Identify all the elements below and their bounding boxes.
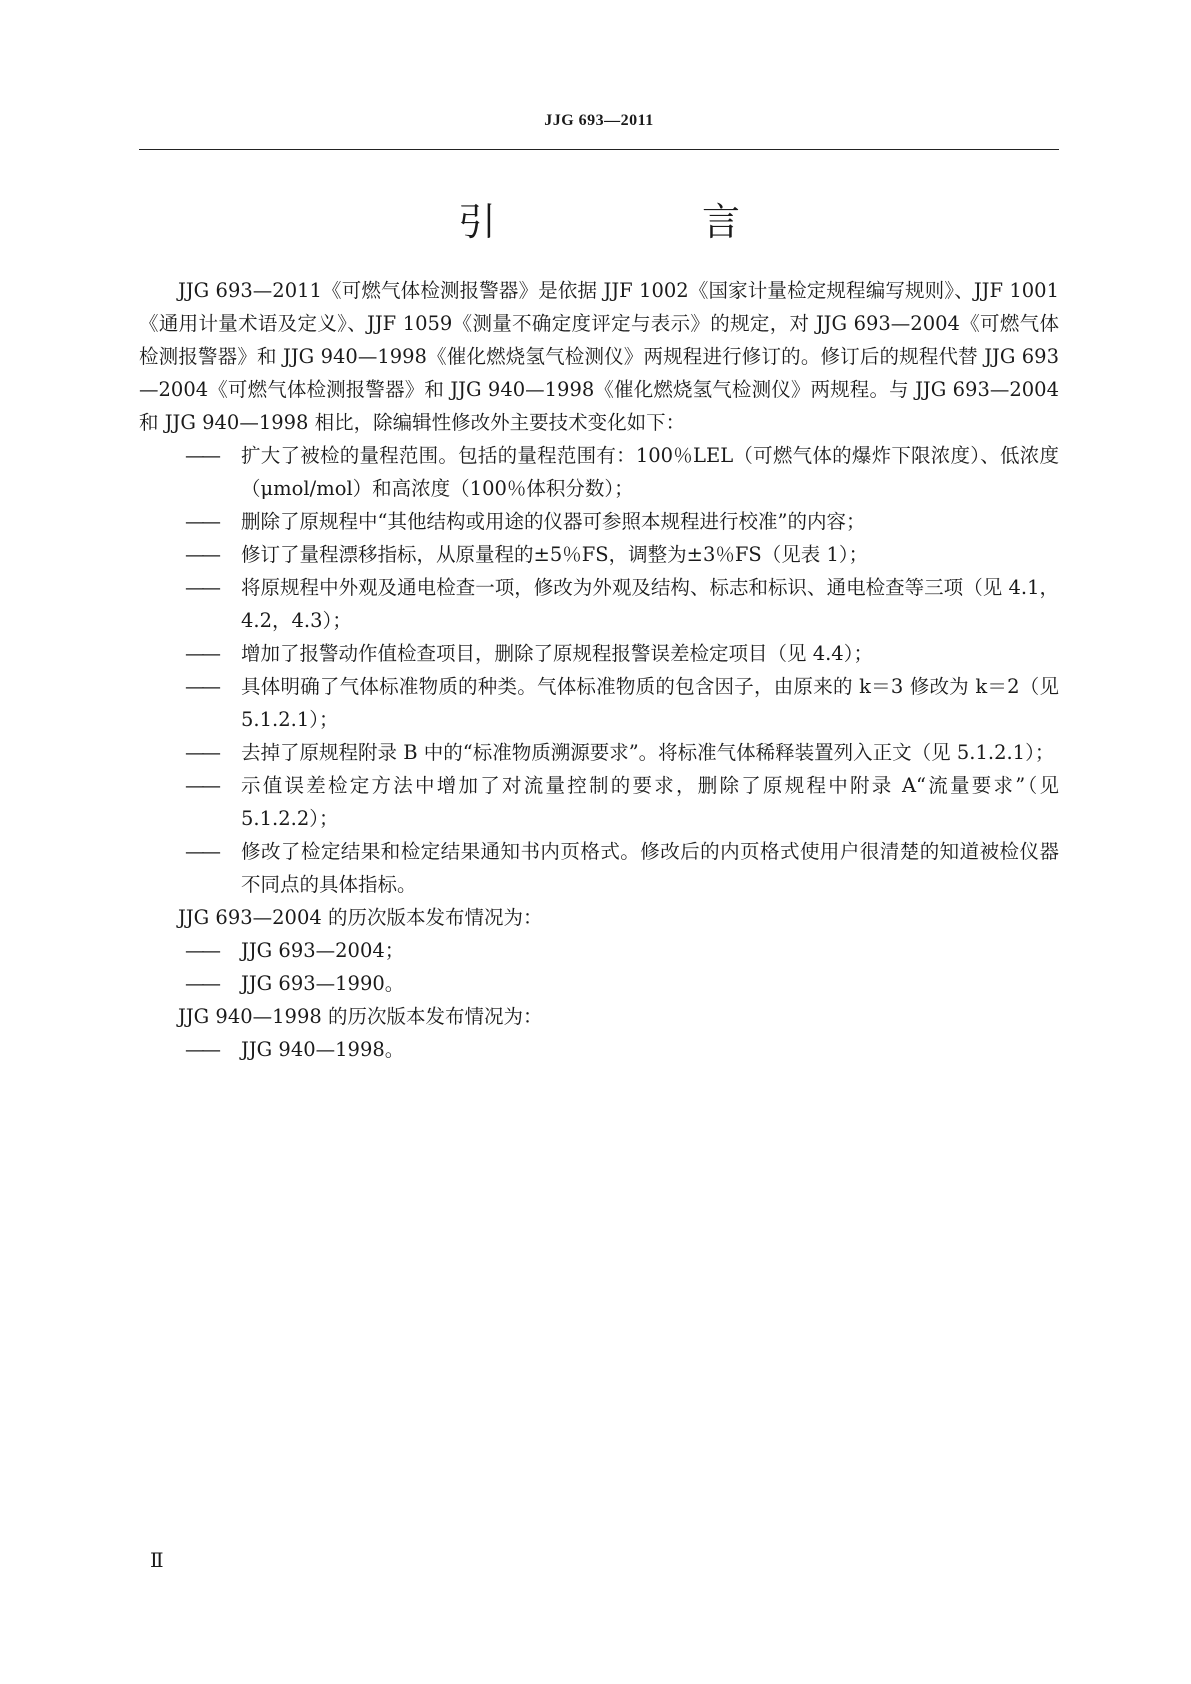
list-item-text: JJG 693—1990。 (241, 972, 405, 995)
list-item (139, 736, 1059, 769)
list-dash: —— (185, 576, 218, 599)
list-item (139, 1033, 1059, 1066)
list-item-text: 删除了原规程中“其他结构或用途的仪器可参照本规程进行校准”的内容； (241, 510, 866, 533)
list-dash: —— (185, 1038, 218, 1061)
list-item-text: 去掉了原规程附录 B 中的“标准物质溯源要求”。将标准气体稀释装置列入正文（见 5.1.2.1）； (241, 741, 1055, 764)
list-dash: —— (185, 543, 218, 566)
standard-code-header: JJG 693—2011 (544, 112, 654, 129)
list-item-text: 增加了报警动作值检查项目，删除了原规程报警误差检定项目（见 4.4）； (241, 642, 873, 665)
list-dash: —— (185, 840, 218, 863)
list-item-text: 修订了量程漂移指标，从原量程的±5％FS，调整为±3％FS（见表 1）； (241, 543, 869, 566)
list-item (139, 835, 1059, 901)
list-item (139, 670, 1059, 736)
list-item-text: 具体明确了气体标准物质的种类。气体标准物质的包含因子，由原来的 k＝3 修改为 k＝2（见 5.1.2.1）； (241, 675, 1059, 731)
list-dash: —— (185, 642, 218, 665)
list-dash: —— (185, 774, 218, 797)
list-item (139, 538, 1059, 571)
list-item (139, 637, 1059, 670)
list-item (139, 439, 1059, 505)
changes-list (139, 439, 1059, 901)
list-item (139, 769, 1059, 835)
history-940-list (139, 1033, 1059, 1066)
document-body (139, 274, 1059, 1066)
header-rule (139, 149, 1059, 150)
list-item (139, 505, 1059, 538)
list-item-text: JJG 693—2004； (241, 939, 405, 962)
list-item-text: 示值误差检定方法中增加了对流量控制的要求，删除了原规程中附录 A“流量要求”（见 5.1.2.2）； (241, 774, 1059, 830)
history-693-list (139, 934, 1059, 1000)
list-item (139, 934, 1059, 967)
list-item (139, 571, 1059, 637)
history-693-heading: JJG 693—2004 的历次版本发布情况为： (178, 906, 543, 929)
list-dash: —— (185, 972, 218, 995)
list-item-text: JJG 940—1998。 (241, 1038, 405, 1061)
list-dash: —— (185, 741, 218, 764)
history-940-heading: JJG 940—1998 的历次版本发布情况为： (178, 1005, 543, 1028)
page-number: Ⅱ (150, 1550, 164, 1572)
list-dash: —— (185, 675, 218, 698)
list-item (139, 967, 1059, 1000)
page-title: 引 言 (457, 200, 824, 244)
list-dash: —— (185, 510, 218, 533)
list-dash: —— (185, 939, 218, 962)
list-item-text: 修改了检定结果和检定结果通知书内页格式。修改后的内页格式使用户很清楚的知道被检仪器不同点的具体指标。 (241, 840, 1059, 896)
list-dash: —— (185, 444, 218, 467)
list-item-text: 将原规程中外观及通电检查一项，修改为外观及结构、标志和标识、通电检查等三项（见 4.1，4.2，4.3）； (241, 576, 1059, 632)
list-item-text: 扩大了被检的量程范围。包括的量程范围有：100％LEL（可燃气体的爆炸下限浓度）、低浓度（μmol/mol）和高浓度（100％体积分数）； (241, 444, 1059, 500)
intro-paragraph: JJG 693—2011《可燃气体检测报警器》是依据 JJF 1002《国家计量检定规程编写规则》、JJF 1001《通用计量术语及定义》、JJF 1059《测量不确定度评定与表示》的规定，对 JJG 693—2004《可燃气体检测报警器》和 JJG 940—1998《催化燃烧氢气检测仪》两规程进行修订的。修订后的规程代替 JJG 693—2004《可燃气体检测报警器》和 JJG 940—1998《催化燃烧氢气检测仪》两规程。与 JJG 693—2004 和 JJG 940—1998 相比，除编辑性修改外主要技术变化如下： (139, 279, 1059, 434)
